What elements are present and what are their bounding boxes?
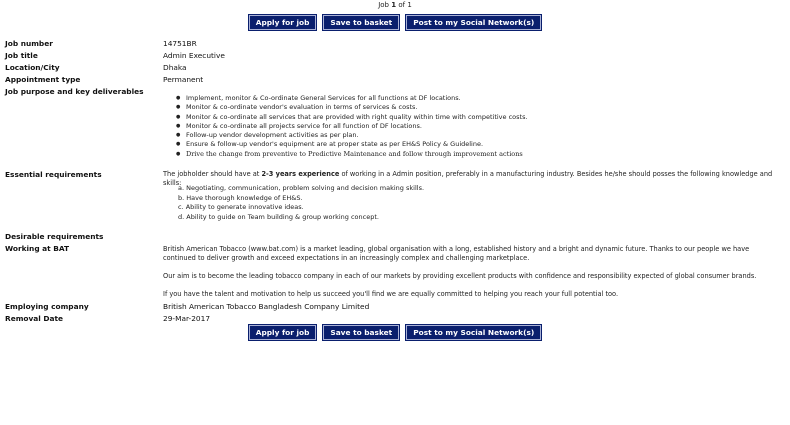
list-item: ● Follow-up vendor development activities as per plan. [176, 131, 736, 140]
pager-prefix: Job [378, 1, 389, 9]
list-item: ● Monitor & co-ordinate all services that are provided with right quality within time with competitive costs. [176, 113, 736, 122]
working-at-bat-label: Working at BAT [5, 244, 70, 253]
working-para-1: British American Tobacco (www.bat.com) is a market leading, global organisation with a long, established history and a bright and dynamic future. Thanks to our people we have continued to deliver growth and exceed expectations in an increasingly complex and challenging marketplace. [163, 245, 750, 262]
working-para-3: If you have the talent and motivation to help us succeed you'll find we are equally committed to helping you reach your full potential too. [163, 290, 619, 298]
job-number-value: 14751BR [163, 39, 197, 48]
job-title-value: Admin Executive [163, 51, 225, 60]
apply-button[interactable]: Apply for job [249, 15, 317, 30]
essential-text-bold: 2-3 years experience [261, 170, 340, 178]
save-to-basket-button[interactable]: Save to basket [323, 15, 399, 30]
appointment-type-label: Appointment type [5, 75, 81, 84]
removal-date-value: 29-Mar-2017 [163, 314, 211, 323]
list-item: d. Ability to guide on Team building & group working concept. [178, 212, 379, 221]
pager-current: 1 [391, 1, 397, 9]
list-item: b. Have thorough knowledge of EH&S. [178, 193, 303, 202]
post-social-button[interactable]: Post to my Social Network(s) [406, 325, 541, 340]
requirements-list [178, 184, 424, 222]
job-pager [0, 1, 790, 9]
appointment-type-value: Permanent [163, 75, 204, 84]
list-item: ● Drive the change from preventive to Predictive Maintenance and follow through improvement actions [176, 150, 736, 159]
location-label: Location/City [5, 63, 60, 72]
post-social-button[interactable]: Post to my Social Network(s) [406, 15, 541, 30]
job-title-label: Job title [5, 51, 38, 60]
pager-total: 1 [407, 1, 412, 9]
list-item: ● Implement, monitor & Co-ordinate General Services for all functions at DF locations. [176, 94, 736, 103]
location-value: Dhaka [163, 63, 187, 72]
employing-company-label: Employing company [5, 302, 89, 311]
working-para-2: Our aim is to become the leading tobacco company in each of our markets by providing excellent products with confidence and responsibility expected of global consumer brands. [163, 272, 757, 280]
pager-of: of [398, 1, 406, 9]
list-item: ● Ensure & follow-up vendor's equipment are at proper state as per EH&S Policy & Guideline. [176, 140, 736, 149]
list-item: ● Monitor & co-ordinate vendor's evaluation in terms of services & costs. [176, 103, 736, 112]
save-to-basket-button[interactable]: Save to basket [323, 325, 399, 340]
list-item: a. Negotiating, communication, problem solving and decision making skills. [178, 184, 425, 192]
job-number-label: Job number [5, 39, 53, 48]
duties-list [176, 94, 736, 159]
list-item: c. Ability to generate innovative ideas. [178, 203, 304, 212]
top-button-bar [0, 15, 790, 30]
essential-requirements-label: Essential requirements [5, 170, 102, 179]
list-item: ● Monitor & co-ordinate all projects service for all function of DF locations. [176, 122, 736, 131]
apply-button[interactable]: Apply for job [249, 325, 317, 340]
bottom-button-bar [0, 325, 790, 340]
essential-text-before: The jobholder should have at [163, 170, 262, 178]
removal-date-label: Removal Date [5, 314, 64, 323]
desirable-requirements-label: Desirable requirements [5, 232, 104, 241]
employing-company-value: British American Tobacco Bangladesh Company Limited [163, 302, 370, 311]
essential-text-after: of working in a Admin position, preferably in a manufacturing industry. Besides he/she should posses the following knowledge and skills: [163, 170, 773, 187]
job-purpose-label: Job purpose and key deliverables [5, 87, 144, 96]
